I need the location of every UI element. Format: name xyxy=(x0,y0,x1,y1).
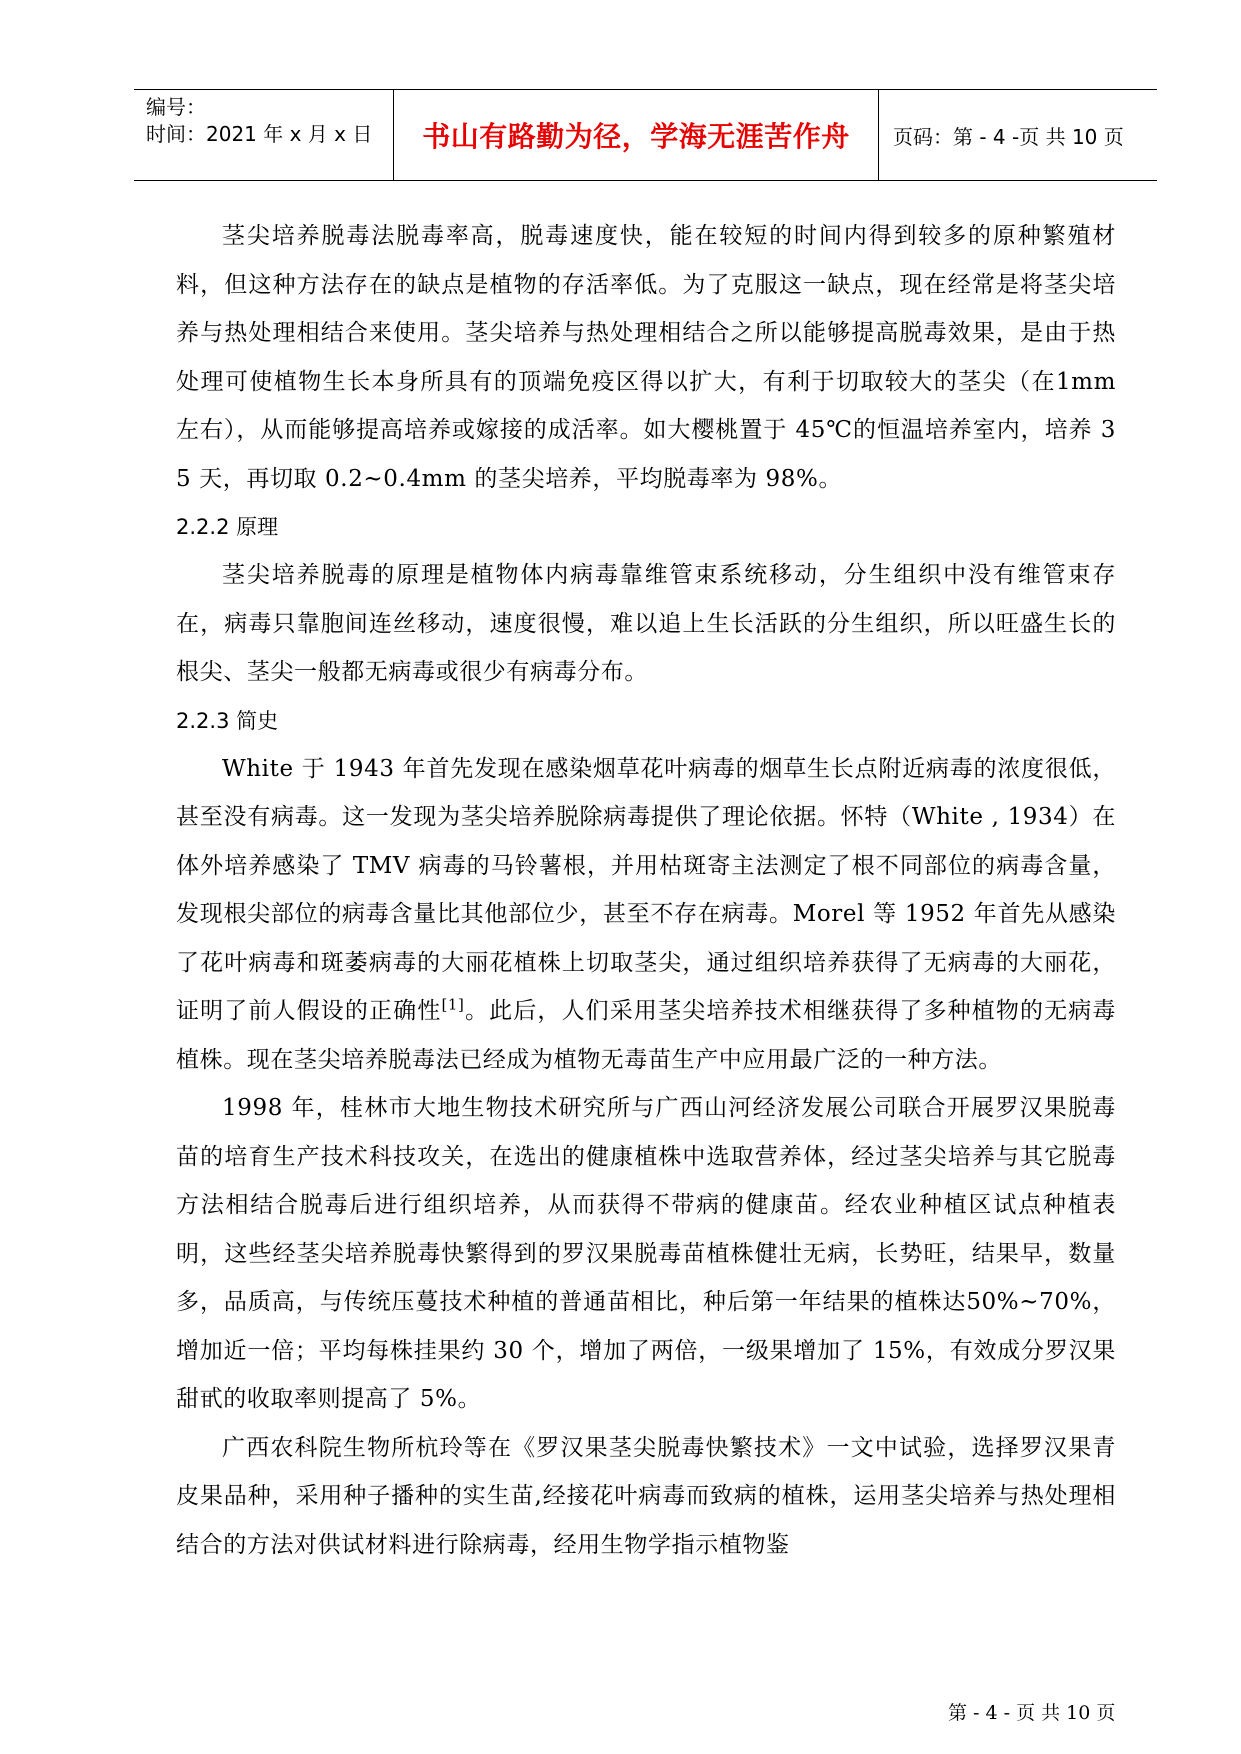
section-heading-principle: 2.2.2 原理 xyxy=(176,515,279,539)
paragraph-luohanguo-1998: 1998 年，桂林市大地生物技术研究所与广西山河经济发展公司联合开展罗汉果脱毒苗的培育生产技术科技攻关，在选出的健康植株中选取营养体，经过茎尖培养与其它脱毒方法相结合脱毒后进行组织培养，从而获得不带病的健康苗。经农业种植区试点种植表明，这些经茎尖培养脱毒快繁得到的罗汉果脱毒苗植株健壮无病，长势旺，结果早，数量多，品质高，与传统压蔓技术种植的普通苗相比，种后第一年结果的植株达50%~70%，增加近一倍；平均每株挂果约 30 个，增加了两倍，一级果增加了 15%，有效成分罗汉果甜甙的收取率则提高了 5%。 xyxy=(176,1095,1116,1412)
header-page-cell xyxy=(879,90,1157,180)
paragraph-history xyxy=(176,745,1116,1085)
history-text-tail: 。此后，人们采用茎尖培养技术相继获得了多种植物的无病毒植株。现在茎尖培养脱毒法已经成为植物无毒苗生产中应用最广泛的一种方法。 xyxy=(176,998,1116,1073)
header-meta-cell xyxy=(134,90,394,180)
page-header xyxy=(134,89,1157,181)
header-page-code: 页码：第 - 4 -页 共 10 页 xyxy=(893,124,1124,149)
document-body xyxy=(176,212,1116,1569)
document-time-label: 时间：2021 年 x 月 x 日 xyxy=(146,122,373,146)
header-slogan: 书山有路勤为径，学海无涯苦作舟 xyxy=(422,120,850,153)
citation-marker: [1] xyxy=(441,995,465,1014)
document-number-label: 编号： xyxy=(146,95,206,119)
paragraph-guangxi-academy: 广西农科院生物所杭玲等在《罗汉果茎尖脱毒快繁技术》一文中试验，选择罗汉果青皮果品种，采用种子播种的实生苗,经接花叶病毒而致病的植株，运用茎尖培养与热处理相结合的方法对供试材料进行除病毒，经用生物学指示植物鉴 xyxy=(176,1434,1116,1558)
history-text-main: White 于 1943 年首先发现在感染烟草花叶病毒的烟草生长点附近病毒的浓度很低，甚至没有病毒。这一发现为茎尖培养脱除病毒提供了理论依据。怀特（White , 1934）在体外培养感染了 TMV 病毒的马铃薯根，并用枯斑寄主法测定了根不同部位的病毒含量，发现根尖部位的病毒含量比其他部位少，甚至不存在病毒。Morel 等 1952 年首先从感染了花叶病毒和斑萎病毒的大丽花植株上切取茎尖，通过组织培养获得了无病毒的大丽花，证明了前人假设的正确性 xyxy=(176,755,1116,1024)
paragraph-meristem-culture-intro: 茎尖培养脱毒法脱毒率高，脱毒速度快，能在较短的时间内得到较多的原种繁殖材料，但这种方法存在的缺点是植物的存活率低。为了克服这一缺点，现在经常是将茎尖培养与热处理相结合来使用。茎尖培养与热处理相结合之所以能够提高脱毒效果，是由于热处理可使植物生长本身所具有的顶端免疫区得以扩大，有利于切取较大的茎尖（在1mm 左右），从而能够提高培养或嫁接的成活率。如大樱桃置于 45℃的恒温培养室内，培养 35 天，再切取 0.2~0.4mm 的茎尖培养，平均脱毒率为 98%。 xyxy=(176,223,1116,492)
page-footer: 第 - 4 - 页 共 10 页 xyxy=(948,1702,1116,1724)
paragraph-principle: 茎尖培养脱毒的原理是植物体内病毒靠维管束系统移动，分生组织中没有维管束存在，病毒只靠胞间连丝移动，速度很慢，难以追上生长活跃的分生组织，所以旺盛生长的根尖、茎尖一般都无病毒或很少有病毒分布。 xyxy=(176,562,1116,685)
section-heading-history: 2.2.3 简史 xyxy=(176,708,279,733)
header-slogan-cell xyxy=(394,90,879,180)
